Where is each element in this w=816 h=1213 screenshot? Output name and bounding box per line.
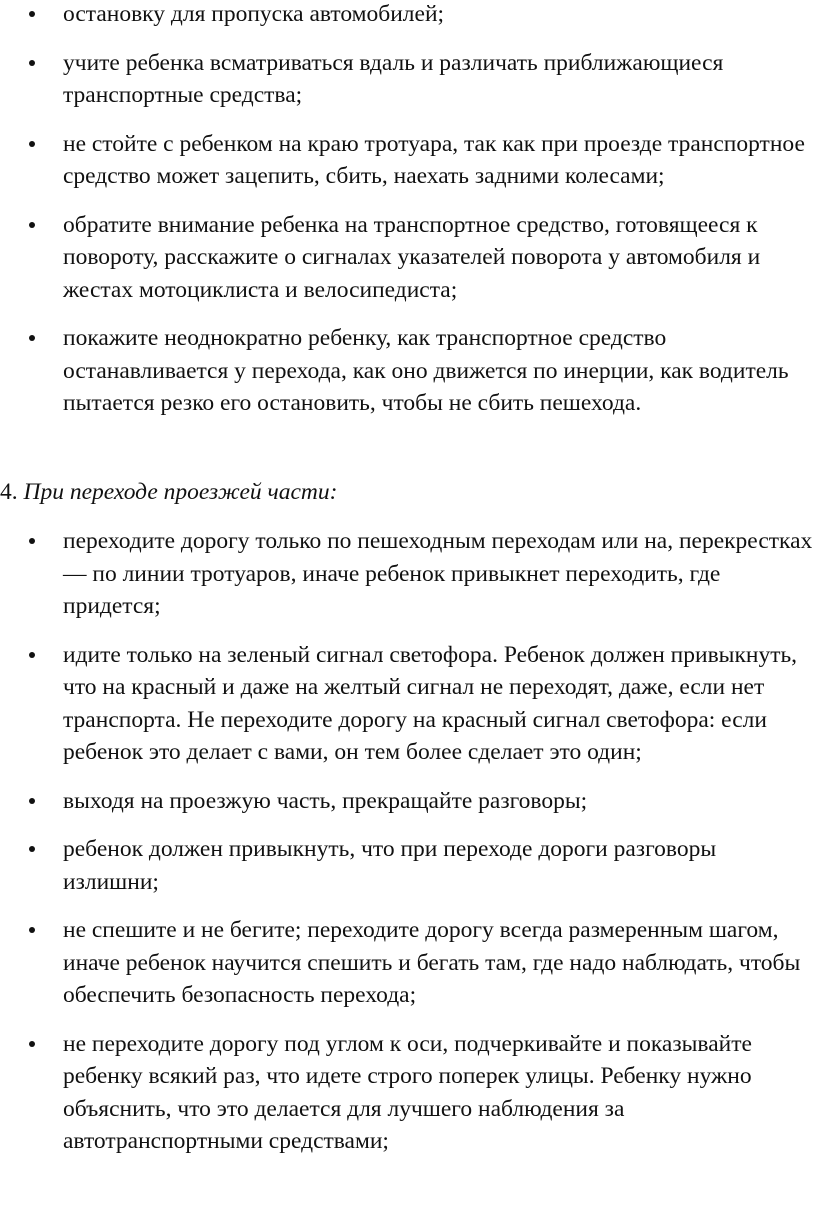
- list-item-text: не переходите дорогу под углом к оси, подчеркивайте и показывайте ребенку всякий раз, что идете строго поперек улицы. Ребенку нужно объяснить, что это делается для лучшего наблюдения за автотранспортными средствами;: [63, 1030, 752, 1154]
- list-item-text: не спешите и не бегите; переходите дорогу всегда размеренным шагом, иначе ребенок научится спешить и бегать там, где надо наблюдать, чтобы обеспечить безопасность перехода;: [63, 917, 801, 1008]
- list-item-text: учите ребенка всматриваться вдаль и различать приближающиеся транспортные средства;: [63, 49, 724, 108]
- list-item-text: ребенок должен привыкнуть, что при переходе дороги разговоры излишни;: [63, 836, 717, 895]
- list-item: [0, 785, 816, 818]
- bullet-icon: [29, 652, 35, 658]
- list-item-text: переходите дорогу только по пешеходным переходам или на, перекрестках — по линии тротуаров, иначе ребенок привыкнет переходить, где придется;: [63, 528, 813, 619]
- section-number: 4.: [0, 479, 18, 505]
- bullet-icon: [29, 927, 35, 933]
- list-item: [0, 639, 816, 769]
- list-item-text: выходя на проезжую часть, прекращайте разговоры;: [63, 787, 588, 814]
- list-item: [0, 833, 816, 898]
- bullet-icon: [29, 60, 35, 66]
- bullet-list-top: [0, 0, 816, 436]
- list-item-text: обратите внимание ребенка на транспортное средство, готовящееся к повороту, расскажите о сигналах указателей поворота у автомобиля и жестах мотоциклиста и велосипедиста;: [63, 211, 761, 303]
- bullet-icon: [29, 846, 35, 852]
- list-item: [0, 0, 816, 31]
- bullet-icon: [29, 1041, 35, 1047]
- bullet-list-bottom: [0, 525, 816, 1174]
- bullet-icon: [29, 141, 35, 147]
- section-heading: [0, 476, 800, 509]
- bullet-icon: [29, 335, 35, 341]
- list-item: [0, 1028, 816, 1158]
- list-item-text: не стойте с ребенком на краю тротуара, так как при проезде транспортное средство может зацепить, сбить, наехать задними колесами;: [63, 130, 805, 189]
- bullet-icon: [29, 798, 35, 804]
- bullet-icon: [29, 538, 35, 544]
- bullet-icon: [29, 11, 35, 17]
- list-item-text: остановку для пропуска автомобилей;: [63, 1, 445, 27]
- list-item-text: идите только на зеленый сигнал светофора. Ребенок должен привыкнуть, что на красный и даже на желтый сигнал не переходят, даже, если нет транспорта. Не переходите дорогу на красный сигнал светофора: если ребенок это делает с вами, он тем более сделает это один;: [63, 641, 798, 765]
- list-item: [0, 209, 816, 307]
- list-item: [0, 128, 816, 193]
- section-title: При переходе проезжей части:: [23, 479, 338, 505]
- list-item: [0, 322, 816, 420]
- list-item: [0, 47, 816, 112]
- list-item: [0, 914, 816, 1012]
- list-item: [0, 525, 816, 623]
- bullet-icon: [29, 222, 35, 228]
- list-item-text: покажите неоднократно ребенку, как транспортное средство останавливается у перехода, как оно движется по инерции, как водитель пытается резко его остановить, чтобы не сбить пешехода.: [63, 325, 789, 416]
